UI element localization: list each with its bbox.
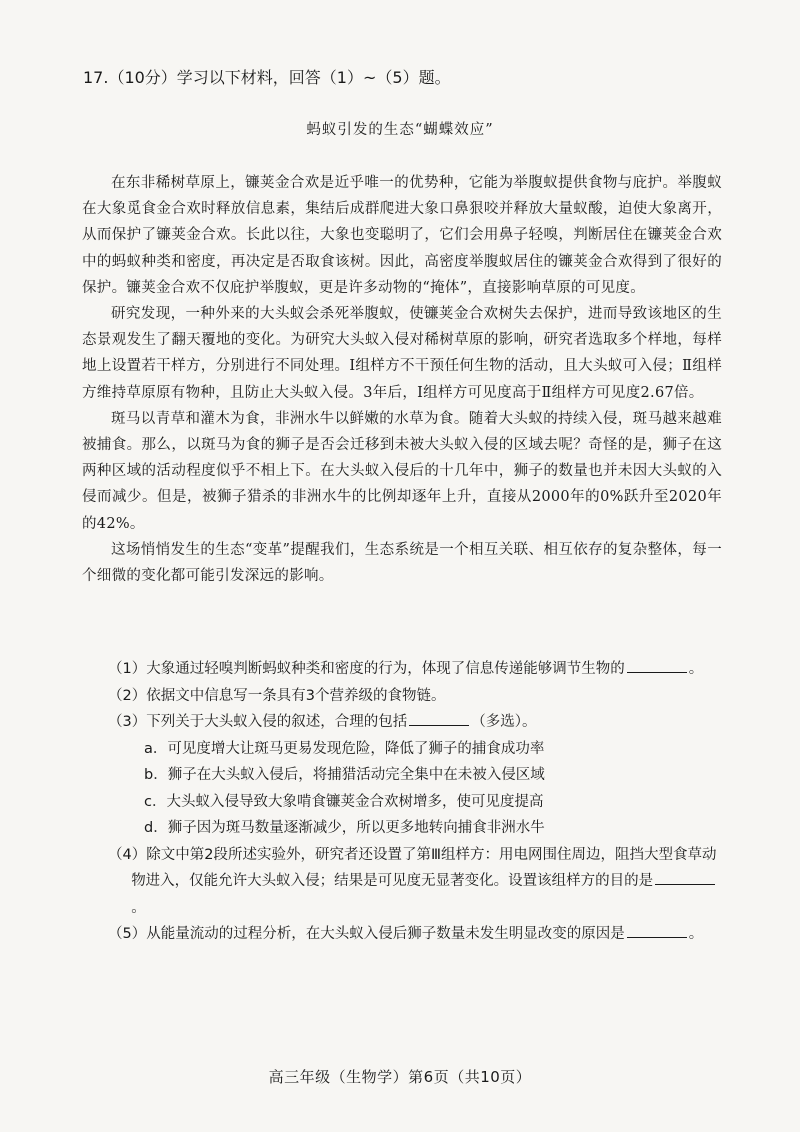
question-list [108, 656, 728, 948]
sub-question-1-end: 。 [688, 661, 704, 677]
sub-question-1 [108, 656, 728, 683]
sub-question-2-text: （2）依据文中信息写一条具有3个营养级的食物链。 [108, 687, 446, 704]
article-paragraph-1: 在东非稀树草原上，镰荚金合欢是近乎唯一的优势种，它能为举腹蚁提供食物与庇护。举腹蚁在大象觅食金合欢时释放信息素，集结后成群爬进大象口鼻狠咬并释放大量蚁酸，迫使大象离开，从而保护了镰荚金合欢。长此以往，大象也变聪明了，它们会用鼻子轻嗅，判断居住在镰荚金合欢中的蚂蚁种类和密度，再决定是否取食该树。因此，高密度举腹蚁居住的镰荚金合欢得到了很好的保护。镰荚金合欢不仅庇护举腹蚁，更是许多动物的“掩体”，直接影响草原的可见度。 [82, 175, 722, 296]
article-paragraph-3: 斑马以青草和灌木为食，非洲水牛以鲜嫩的水草为食。随着大头蚁的持续入侵，斑马越来越难被捕食。那么，以斑马为食的狮子是否会迁移到未被大头蚁入侵的区域去呢？奇怪的是，狮子在这两种区域的活动程度似乎不相上下。在大头蚁入侵后的十几年中，狮子的数量也并未因大头蚁的入侵而减少。但是，被狮子猎杀的非洲水牛的比例却逐年上升，直接从2000年的0%跃升至2020年的42%。 [82, 410, 722, 532]
article-body [82, 170, 722, 589]
option-b: b．狮子在大头蚁入侵后，将捕猎活动完全集中在未被入侵区域 [144, 767, 545, 783]
article-title: 蚂蚁引发的生态“蝴蝶效应” [306, 122, 494, 138]
answer-blank-4[interactable] [655, 868, 715, 885]
question-header: 17.（10分）学习以下材料，回答（1）~（5）题。 [83, 68, 451, 87]
article-paragraph-4: 这场悄悄发生的生态“变革”提醒我们，生态系统是一个相互关联、相互依存的复杂整体，每一个细微的变化都可能引发深远的影响。 [82, 541, 722, 585]
sub-question-4 [108, 842, 728, 922]
sub-question-4-end: 。 [131, 899, 146, 916]
option-a: a．可见度增大让斑马更易发现危险，降低了狮子的捕食成功率 [144, 740, 545, 757]
sub-question-3-text: （3）下列关于大头蚁入侵的叙述，合理的包括 [108, 714, 408, 730]
article-paragraph-2: 研究发现，一种外来的大头蚁会杀死举腹蚁，使镰荚金合欢树失去保护，进而导致该地区的生态景观发生了翻天覆地的变化。为研究大头蚁入侵对稀树草原的影响，研究者选取多个样地，每样地上设置若干样方，分别进行不同处理。Ⅰ组样方不干预任何生物的活动，且大头蚁可入侵；Ⅱ组样方维持草原原有物种，且防止大头蚁入侵。3年后，Ⅰ组样方可见度高于Ⅱ组样方可见度2.67倍。 [82, 306, 722, 401]
option-list [108, 736, 728, 842]
sub-question-5-end: 。 [688, 926, 704, 942]
answer-blank-5[interactable] [627, 921, 687, 938]
sub-question-2 [108, 683, 728, 710]
sub-question-5-text: （5）从能量流动的过程分析，在大头蚁入侵后狮子数量未发生明显改变的原因是 [108, 926, 625, 942]
sub-question-1-text: （1）大象通过轻嗅判断蚂蚁种类和密度的行为，体现了信息传递能够调节生物的 [108, 661, 625, 677]
answer-blank-1[interactable] [627, 656, 687, 673]
answer-blank-3[interactable] [409, 709, 469, 726]
sub-question-3 [108, 709, 728, 736]
sub-question-5 [108, 921, 728, 948]
option-d: d．狮子因为斑马数量逐渐减少，所以更多地转向捕食非洲水牛 [144, 820, 545, 836]
sub-question-3-end: （多选）。 [471, 714, 537, 730]
page-footer: 高三年级（生物学）第6页（共10页） [268, 1068, 532, 1086]
sub-question-4-text: （4）除文中第2段所述实验外，研究者还设置了第Ⅲ组样方：用电网围住周边，阻挡大型食草动物进入，仅能允许大头蚁入侵；结果是可见度无显著变化。设置该组样方的目的是 [108, 846, 717, 889]
option-c: c．大头蚁入侵导致大象啃食镰荚金合欢树增多，使可见度提高 [144, 793, 544, 810]
